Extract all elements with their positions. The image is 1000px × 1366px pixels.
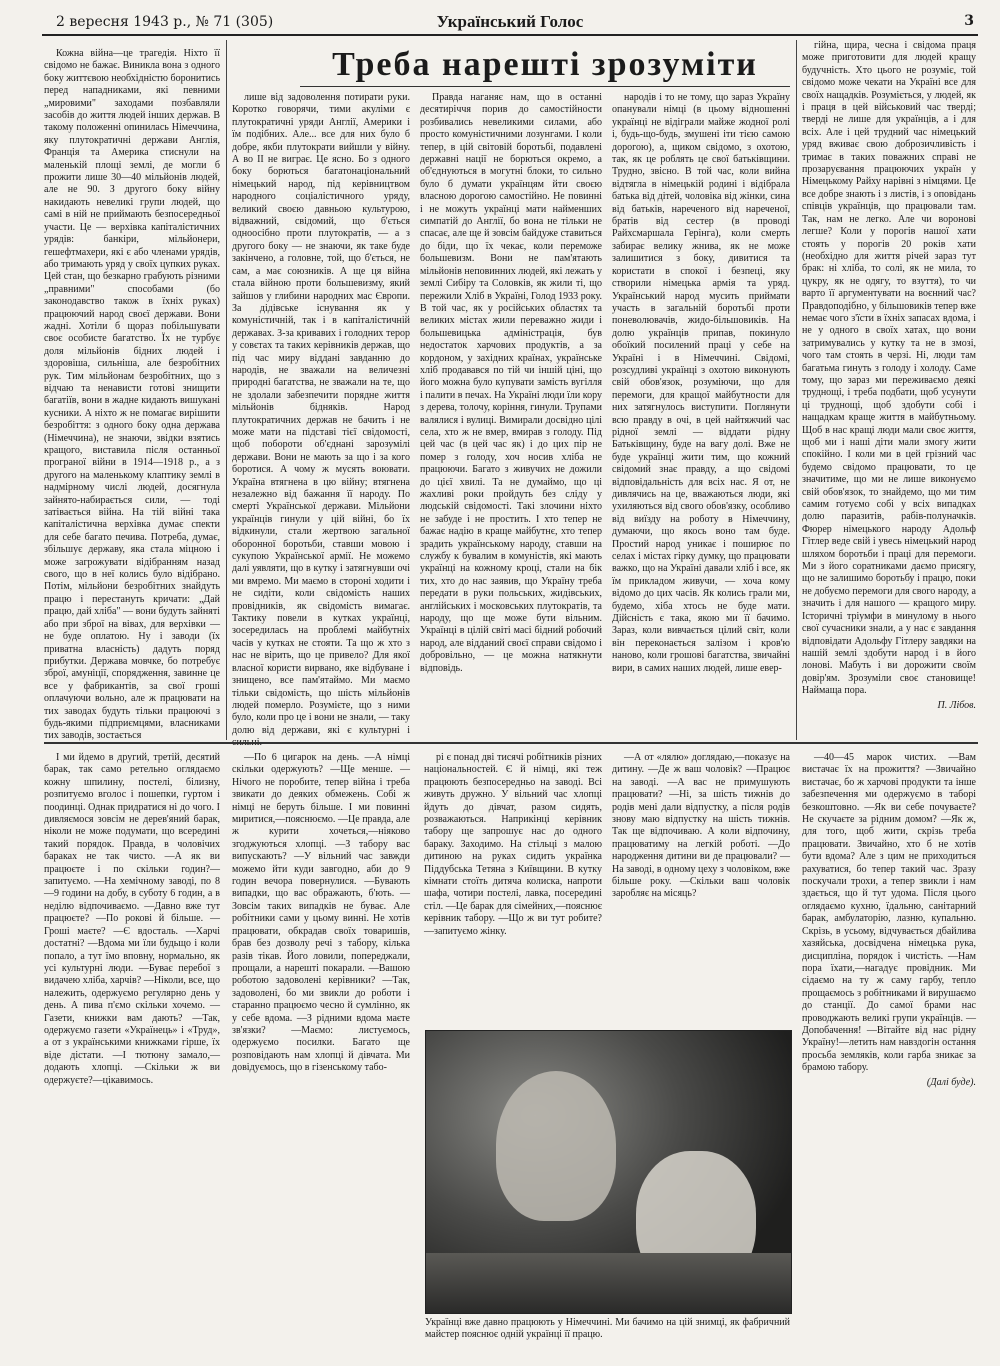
article2-col3-text: рі є понад дві тисячі робітників різних національностей. Є й німці, які теж працюють безпосередньо на заводі. Всі живуть дружно. У вільний час хлопці йдуть до дівчат, разом сидять, розважаються. Наприкінці керівник табору ще запрошує нас до одного бараку. Заходимо. На стільці з малою дитиною на руках сидить українка Піддубська Тетяна з Київщини. В кутку кімнати стоїть дитяча колиска, напроти шафа, чотири постелі, лавка, посередині стіл. —Це барак для сімейних,—пояснює керівник табору. —Що ж ви тут робите?—запитуємо жінку.	[424, 752, 602, 937]
article2-col5-text: —40—45 марок чистих. —Вам вистачає їх на прожиття? —Звичайно вистачає, бо ж харчові продукти та інше забезпечення ми одержуємо в таборі безкоштовно. —Як ви себе почуваєте? Не скучаєте за рідним домом? —Як ж, для того, щоб жити, скрізь треба працювати. Звичайно, хто б не хотів бути вдома? Але з цим не приходиться рахуватися, бо тепер такий час. Зразу поскучали трохи, а тепер звикли і нам здається, що й тут удома. Після цього оглядаємо кухню, їдальню, санітарний барак, амбулаторію, лазню, купальню. Скрізь, в усьому, відчувається дбайлива хазяйська, досвідчена німецька рука, дисципліна, порядок і чистість. —Нам пора їхати,—нагадує провідник. Ми сідаємо на ту ж саму гарбу, тепло прощаємось з робітниками й вирушаємо до станції. До самої брами нас проводжають великі групи українців. —Допобачення! —Вітайте від нас рідну Україну!—летить нам навздогін остання просьба земляків, коли гарба зникає за брамою табору.	[802, 752, 976, 1074]
issue-date: 2 вересня 1943 р., № 71 (305)	[56, 14, 274, 30]
article1-column-5	[802, 40, 976, 730]
photo-figure-master	[496, 1071, 616, 1221]
column-divider	[226, 40, 227, 740]
article2-column-1	[44, 752, 220, 1360]
author-signature: П. Лібов.	[937, 699, 976, 711]
article2-col1-text: І ми йдемо в другий, третій, десятий барак, так само ретельно оглядаємо кожну шпилину, постелі, білизну, розпитуємо вголос і пошепки, гуртом і поодинці. Однак придратися ні до чого. І дивляємося зовсім не дерев'яний барак, ніколи не може подумати, що всередині такий порядок. Правда, в чоловічих бараках не так чисто. —А як ви працюєте і по скільки годин?—запитуємо. —На хемічному заводі, по 8—9 години на добу, в суботу 6 годин, а в неділю відпочиваємо. —Давно вже тут працюєте? —По рокові й більше. —Гроші маєте? —Є вдосталь. —Харчі достатні? —Вдома ми їли будьщо і коли попало, а тут їмо вповну, нормально, як усі культурні люди. —Буває перебої з видачею хліба, харчів? —Ніколи, все, що належить, одержуємо регулярно день у день. А пива п'ємо скільки хочемо. —Газети, книжки вам дають? —Так, одержуємо газети «Українець» і «Труд», а от з українськими книжками гірше, їх віде дістати. —І тютюну замало,—додають хлопці. —Скільки ж ви одержуєте?—цікавимось.	[44, 752, 220, 1086]
section-divider	[44, 742, 978, 744]
article2-col2-text: —По 6 цигарок на день. —А німці скільки одержують? —Ще менше. —Нічого не поробите, тепер війна і треба звикати до деяких обмежень. Собі ж німці не беруть більше. І ми повинні миритися,—пояснюємо. —Це правда, але ж курити хочеться,—ніяково згоджуються хлопці. —З табору вас випускають? —У вільний час завжди можемо йти куди завгодно, аби до 9 годин вечора повернулися. —Бувають випадки, що вас ображають, б'ють. —Зовсім таких випадків не буває. Але робітники сами у цьому винні. Не хотів працювати, обкрадав своїх товаришів, брав без дозволу речі з табору, кілька разів тікав. Його ловили, попереджали, прощали, а нарешті покарали. —Вашою роботою задоволені керівники? —Так, задоволені, бо ми звикли до роботи і старанно працюємо чесно й сумлінно, як у себе вдома. —З рідними вдома маєте зв'язки? —Маємо: листуємось, одержуємо посилки. Багато ще розповідають нам хлопці й дівчата. Ми довідуємось, що в гізенському табо-	[232, 752, 410, 1074]
column-divider	[796, 40, 797, 740]
article1-col3-text: Правда наганяє нам, що в останні десятиріччя порив до самостійности розбивались невеликими силами, або просто комуністичними лозунгами. І коли тепер, в цій світовій боротьбі, подавлені державні нації не борються окремо, а об'єднуються в могутні блоки, то сильно було б думати українцям йти своєю власною дорогою самостійно. Не повинні і не можуть українці мати найменших симпатій до Англії, бо вона не тільки не спасає, але ще й зовсім байдуже ставиться до біди, що їх чекає, коли переможе большевизм. Вони не пам'ятають мільйонів неповинних людей, які лежать у землі Сибіру та Соловків, як жили ті, що пережили Хліб в Україні, Голод 1933 року. В той час, як у російських областях та великих містах жили переважно жиди і большевицька адміністрація, був недостаток харчових продуктів, а за кордоном, у західних країнах, українське хліб продавався по тій чи іншій ціні, що його можна було купувати замість вугілля і палити в печах. На Україні люди їли кору з дерева, толочу, коріння, гинули. Трупами валялися і вулиці. Вимирали досвідно цілі села, хто ж не вмер, вмирав з голоду. Під цей час (в цей час як) і до цих пір не помер з голоду, хоч носив хліба не працюючи. Багато з живучих не дожили до цієї хвилі. Та не думаймо, що ці жахливі роки пройдуть без сліду у людській свідомості. Такі злочини ніхто не забуде і не простить. І хто тепер не бажає надію в краще майбутнє, хто тепер зрадить українському народу, ставши на службу к бувалим в комуністів, які мають українці на кожному кроці, стали на бік тих, хто до нас заявив, що Україну треба передати в руки польських, жидівських, англійських і московських плутократів, та народу, що ще може бути вільним. Українці в цілій світі масі бідний робочий народ, але відданий своєї справи свідомо і добровільно, — це можна натякнути відповідь.	[420, 92, 602, 674]
article2-column-5	[802, 752, 976, 1360]
article2-column-4	[612, 752, 790, 1022]
article2-col4-text: —А от «лялю» доглядаю,—показує на дитину. —Де ж ваш чоловік? —Працює на заводі. —А вас не примушують працювати? —Ні, за шість тижнів до родів мені дали відпустку, а після родів знову маю відпустку на шість тижнів. Так ще відпочиваю. А коли відпочину, працюватиму на легкій роботі. —До народження дитини ви де працювали? —На заводі, в одному цеху з чоловіком, вже більше року. —Скільки ваш чоловік заробляє на місяць?	[612, 752, 790, 900]
article1-col5-text: гійна, щира, чесна і свідома праця може приготовити для людей кращу будучність. Хто цього не розуміє, той свідомо може чекати на Україні все для своїх нащадків. Розуміється, у людей, як і праця в цей військовий час тверді; тверді не лише для українців, а і для всіх. Але і цей трудний час німецький уряд вживає свою доброзичливість і тримає в таких поважних справі не прозаруєвання працюючих україн у Німецькому Райху нарівні з німцями. Це все добре знають і з листів, і з оповідань співців українців, що працювали там. Так, нам не легко. Але чи воронові легше? Коли у порогів нашої хати стоять у порогів 20 років хати (необхідно для життя річей зараз тут брак: ні хліба, то солі, як не мила, то цукру, як не одягу, то взуття), то чи варто її аргументувати на воєнний час? Правдоподібно, у більшовиків тепер вже немає чого з'їсти в їхніх запасах вдома, і не у одного в своїх хатах, що вони затримувались у кутку та не в змозі, чого там стоять в черзі. Ні, люди там багатьма гинуть з голоду і холоду. Саме тому, що зараз ми переживаємо деякі труднощі, і треба подбати, щоб усунути ці труднощі, щоб здобути собі і нащадкам краще життя в майбутньому. Щоб в нас кращі люди мали своє життя, щоб ми і наші діти мали змогу жити спокійно. І коли ми в цей грізний час будемо свідомо працювати, то це значитиме, що ми не лише виконуємо свій обов'язок, то знайдемо, що ми тим самим готуємо собі у всіх випадках долю паразитів, рабів-полуначків. Фюрер німецького народу Адольф Гітлер веде свій і увесь німецький народ шляхом боротьби і праці для перемоги. Ми з його соратниками даємо присягу, що не залишимо боротьбу і працю, поки не добуємо перемоги для свого народу, а значить і для нашого — кращого миру. Історичні тріумфи в минулому в нього свої сучасники знали, а у нас є завдання відповідати Адольфу Гітлеру завдяки на нашій землі здобути народ і в його лонові. Мабуть і ви дорожити своїм довір'ям. Зрозуміли своє становище! Наймаща пора.	[802, 40, 976, 697]
article1-column-2	[232, 92, 410, 736]
masthead	[42, 8, 978, 36]
article1-col1-text: Кожна війна—це трагедія. Ніхто її свідомо не бажає. Виникла вона з одного боку життєвою необхідністю боронитись перед нападниками, які певними „мировими" заходами позбавляли засобів до життя людей інших держав. В такому положенні опинилась Німеччина, яку плутократичні держави Англія, Франція та Америка стиснули на маленькій площі землі, де могли б прожити лише 30—40 мільйонів людей, але не 90. З другого боку війну накидають невеликі групи людей, що самі в ній не приймають безпосередньої участи. Це — верхівка капіталістичних урядів: банкіри, мільйонери, гешефтмахери, які є або членами урядів, або тримають уряд у своїх цупких руках. Цей стан, що безкарно грабують різними „правними" способами (бо законодавство також в їхніх руках) працюючий народ своєї держави. Вони жадні. Хотіли б щораз побільшувати своє особисте багатство. Їх не турбує доля мільйонів бідних людей і здоровіша, сильніша, але безробітних рук. Тим мільйонам безробітних, що з відчаю та ненависти готові знищити багатіїв, вони в жадне кидають вишукані кусники. А ніхто ж не помагає вирішити безробіття: з одного боку одна держава (Німеччина), не знаючи, звідки взятись кращого, виставила після останньої програної війни в 1914—1918 р., а з другого на маленькому клаптику землі в надмірному числі людей, досягнула зайнято-набирається сили, — тоді затівається війна. На тій війні така капіталістична верхівка думає спекти для себе багато печива. Потреба, думає, збільшує державу, яка стала міцною і може загрожувати відібранням назад свого, що в неї колись було відібрано. Потім, мільйони безробітних знайдуть працю і перестануть кричати: „Дай працю, дай хліба" — вони будуть зайняті або при зброї на вівах, для верхівки — не буде оплатою. Ну і заводи (їх приватна власність) дадуть поряд прибутки. Держава мовчке, бо потребує зброї, амуніції, спорядження, завинне це все у фабрикантів, за свої гроші оплачуючи вольно, але ж працювати на тих заводах будуть тільки працюючі з будь-якими підприємцями, власниками тих заводів, зостається	[44, 48, 221, 742]
factory-photo	[425, 1030, 792, 1314]
article1-column-3	[420, 92, 602, 733]
photo-workbench	[426, 1253, 791, 1313]
article1-col2-text: лише від задоволення потирати руки. Коротко говорячи, тими акуліми є плутократичні уряди Англії, Америки і їм подібних. Але... все для них було б добре, якби плутократи вийшли у війну. А во ІІ не виграє. Це ясно. Бо з одного боку борються багатонаціональний німецький народ, під керівництвом народного соціалістичного уряду, великий своєю давньою культурою, відважний, свідомий, що б'ється одноосібно проти плутократів, — а з другого боку — не знаючи, як таке буде закінчено, а головне, той, що б'ється, не сам, а має союзників. А ще ця війна стала війною проти большевизму, який зайшов у глибини народних мас Європи. За дідівське існування як у комуністичній, так і в капіталістичній державах. З-за кривавих і голодних терор у совєтах та таких керівників держав, що під час миру віддані завданню до народів, не зважали на величезні природні багатства, не зважали на те, що не здолали забезпечити порядне життя мільйонів бідняків. Народ плутократичних держав не бачить і не може мати на підставі тієї свідомості, щоб побороти об'єднані зарозумілі держави. Вони не мають за що і за кого боротися. А чому ж мусять воювати. Україна втягнена в цю війну; втягнена незалежно від бажання її народу. По смерті Української держави. Мільйони українців гинули у цій війні, бо їх відкинули, стали жертвою загальної оборонної боротьби, ставши мовою і сукупою Української армії. Не можемо далі уявляти, що в кутку і затягнувши очі ми вмремо. Ми маємо в стороні ходити і не сидіти, коли свідомість наших провідників, як свідомість вимагає. Тактику повели в кутках українці, зосередилась на проблемі майбутніх часів у кутках не стояти. Та що ж хто з нас не вірить, що це привело? Для якої власної користи вирвано, яке відбуване і знищено, все пам'ятаймо. Ми маємо тільки свідомість, що шість мільйонів людей померло. Розумієте, що з ними було, коли про це і вони не знали, — таку долю від держави, які є культурні і	[232, 92, 410, 736]
article2-column-2	[232, 752, 410, 1360]
article-headline: Треба нарешті зрозуміти	[332, 46, 758, 83]
article2-column-3	[424, 752, 602, 1022]
continued-note: (Далі буде).	[926, 1076, 976, 1088]
headline-divider	[300, 86, 790, 87]
article1-column-4	[612, 92, 790, 733]
page-number: 3	[964, 13, 974, 29]
article1-col4-text: народів і то не тому, що зараз Україну опанували німці (в цьому відношенні українці не відіграли майже жодної ролі і, будь-що-будь, змушені іти тією самою дорогою), а, щиком свідомо, з охотою, так, як це роблять це свої батьківщини. Трудно, звісно. В той час, коли вийна відтягла в німецькій родині і відібрала батька від дітей, чоловіка від жінки, сина від батьків, нареченого від нареченої, братів від сестер (в проводі Райхсмаршала Герінга), коли смерть забирає велику жнива, як не може залишитися з боку, дивитися та користати в спокої і безпеці, яку створили німецька армія та уряд. Український народ мусить приймати участь в загальній боротьбі проти поневолювачів, жидо-більшовиків. На долю українців припав, покинуло обоїкий посилений праці у себе на Україні і в Німеччині. Свідомі, розсудливі українці з охотою виконують свій обов'язок, розуміючи, що для перемоги, для кращої майбутности для них затягнулось виступити. Поглянути всю правду в очі, в цей найтяжчий час рідної землі — віддати рідну Батьківщину, буде на вагу долі. Вже не буде українці жити тим, що кожний свідомий знає правду, а що свідомі відповідальність для всіх нас. Я от, не дивлячись на це, вважаються люди, які ухиляються від свого обов'язку, особливо від виїзду на роботу в Німеччину, думаючи, що якось воно там буде. Простий народ уникає і поширює по селах і містах гірку думку, що працювати важко, що на Україні давали хліб і все, як їм прикладом живучи, — хоча кому відомо до цих часів. Як колись грали ми, будемо, хіба хтось не буде мати. Дійсність є така, якою ми її бачимо. Зараз, коли вивчається цілий світ, коли він переконається залізом і кров'ю наново, коли грошові багатства, звичайні вири, в самих наших людей, лише евер-	[612, 92, 790, 674]
photo-caption: Українці вже давно працюють у Німеччині. Ми бачимо на цій знимці, як фабричний майстер пояснює одній українці її працю.	[425, 1317, 790, 1341]
paper-title: Український Голос	[436, 12, 584, 31]
article1-column-1	[44, 48, 221, 742]
